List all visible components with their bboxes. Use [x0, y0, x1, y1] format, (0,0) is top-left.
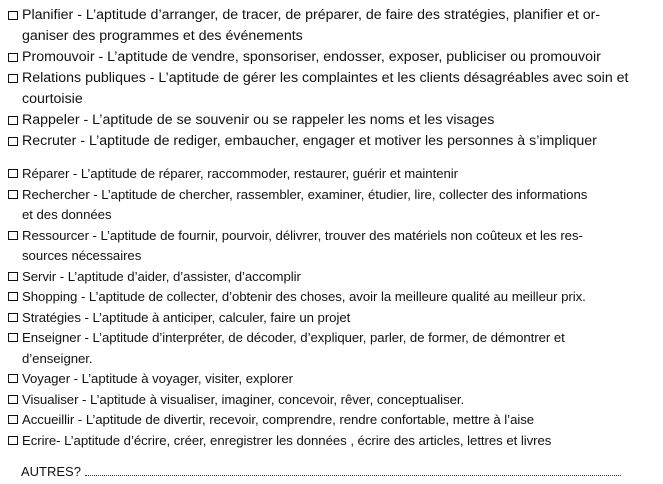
skill-item-ressourcer — [8, 226, 658, 267]
checkbox[interactable] — [8, 137, 18, 146]
skill-item-voyager — [8, 369, 658, 390]
skill-text: Accueillir - L’aptitude de divertir, recevoir, comprendre, rendre confortable, mettre à l’aise — [22, 412, 535, 427]
skill-text: Réparer - L’aptitude de réparer, raccommoder, restaurer, guérir et maintenir — [22, 166, 458, 181]
skill-item-recruter — [8, 131, 658, 152]
skill-item-strategies — [8, 308, 658, 329]
checkbox[interactable] — [8, 53, 18, 62]
skill-text: Voyager - L’aptitude à voyager, visiter, explorer — [22, 371, 293, 386]
skill-text-continued: courtoisie — [22, 91, 83, 107]
skill-text: Visualiser - L’aptitude à visualiser, imaginer, concevoir, rêver, conceptualiser. — [22, 391, 465, 407]
skill-text: Rechercher - L’aptitude de chercher, rassembler, examiner, étudier, lire, collecter des informations — [22, 186, 588, 202]
checkbox[interactable] — [8, 231, 18, 240]
others-label: AUTRES? — [21, 464, 81, 479]
skill-text: Ressourcer - L’aptitude de fournir, pourvoir, délivrer, trouver des matériels non coûteux et les res- — [22, 227, 583, 243]
checkbox[interactable] — [8, 74, 18, 83]
skills-list-1 — [8, 5, 658, 152]
skill-text: Promouvoir - L’aptitude de vendre, sponsoriser, endosser, exposer, publiciser ou promouvoir — [22, 49, 601, 65]
checkbox[interactable] — [8, 313, 18, 322]
checkbox[interactable] — [8, 11, 18, 20]
skill-item-accueillir — [8, 410, 658, 431]
skill-text-continued: d’enseigner. — [22, 350, 93, 366]
others-fill-line[interactable] — [85, 463, 621, 476]
skill-text: Stratégies - L’aptitude à anticiper, calculer, faire un projet — [22, 309, 351, 325]
skill-text: Enseigner - L’aptitude d’interpréter, de décoder, d’expliquer, parler, de former, de démontrer et — [22, 330, 565, 345]
checkbox[interactable] — [8, 415, 18, 424]
skill-item-servir — [8, 267, 658, 288]
skill-text-continued: sources nécessaires — [22, 248, 142, 263]
checkbox[interactable] — [8, 116, 18, 125]
checkbox[interactable] — [8, 333, 18, 342]
checkbox[interactable] — [8, 374, 18, 383]
others-row — [21, 462, 621, 482]
skill-text: Shopping - L’aptitude de collecter, d’obtenir des choses, avoir la meilleure qualité au meilleur prix. — [22, 289, 586, 304]
skill-item-relations-publiques — [8, 68, 658, 110]
skill-text: Rappeler - L’aptitude de se souvenir ou se rappeler les noms et les visages — [22, 112, 495, 128]
skill-item-promouvoir — [8, 47, 658, 68]
checkbox[interactable] — [8, 395, 18, 404]
skill-text: Relations publiques - L’aptitude de gérer les complaintes et les clients désagréables avec soin et — [22, 70, 629, 86]
skill-item-ecrire — [8, 431, 658, 452]
skill-item-shopping — [8, 287, 658, 308]
checkbox[interactable] — [8, 272, 18, 281]
skill-text: Ecrire- L’aptitude d’écrire, créer, enregistrer les données , écrire des articles, lettres et livres — [22, 432, 552, 448]
skill-text-continued: ganiser des programmes et des événements — [22, 28, 303, 44]
skill-text-continued: et des données — [22, 207, 112, 222]
skill-item-rappeler — [8, 110, 658, 131]
skill-text: Servir - L’aptitude d’aider, d’assister, d’accomplir — [22, 268, 301, 284]
skill-item-rechercher — [8, 185, 658, 226]
skill-item-visualiser — [8, 390, 658, 411]
skill-item-planifier — [8, 5, 658, 47]
checkbox[interactable] — [8, 292, 18, 301]
checkbox[interactable] — [8, 190, 18, 199]
checkbox[interactable] — [8, 436, 18, 445]
skill-item-reparer — [8, 164, 658, 185]
skill-text: Planifier - L’aptitude d’arranger, de tracer, de préparer, de faire des stratégies, planifier et or- — [22, 7, 601, 23]
skill-text: Recruter - L’aptitude de rediger, embaucher, engager et motiver les personnes à s’impliquer — [22, 133, 597, 149]
skill-item-enseigner — [8, 328, 658, 369]
skills-list-2 — [8, 164, 658, 451]
checkbox[interactable] — [8, 169, 18, 178]
